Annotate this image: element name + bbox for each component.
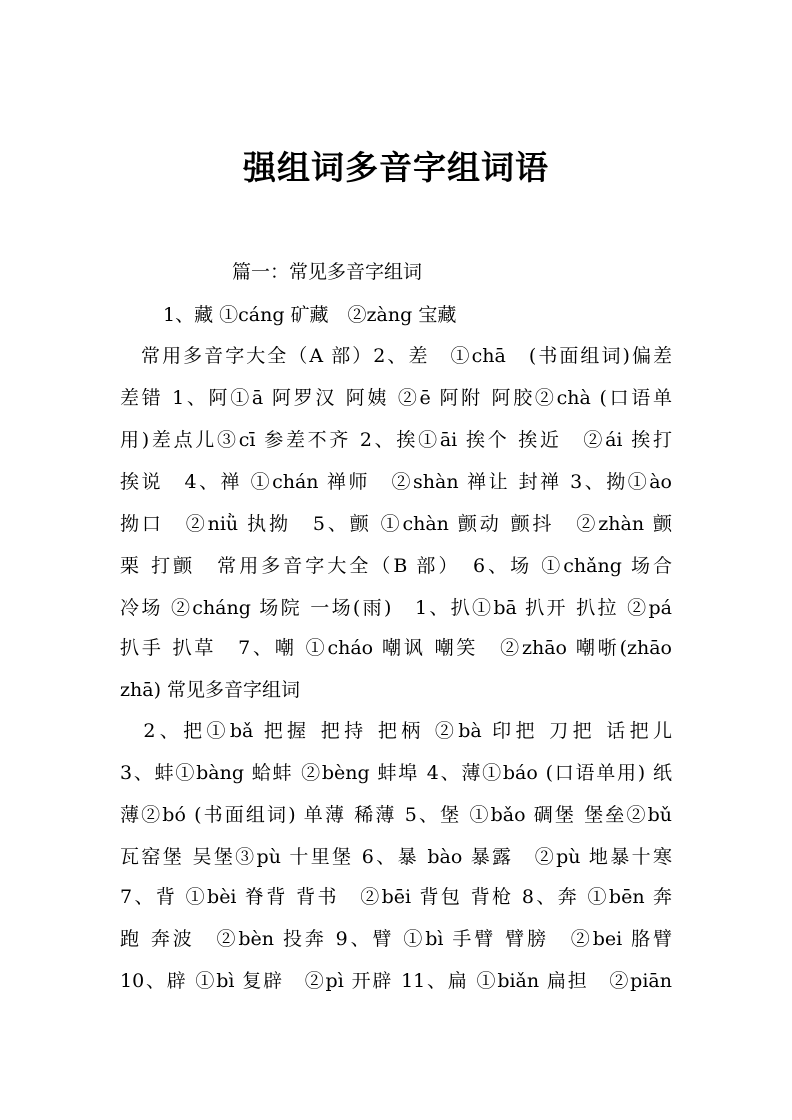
text-line: 冷场 ②cháng 场院 一场(雨) 1、扒①bā 扒开 扒拉 ②pá	[120, 597, 672, 619]
section-heading: 篇一：常见多音字组词	[232, 261, 423, 283]
text-line: 拗口 ②niǜ 执拗 5、颤 ①chàn 颤动 颤抖 ②zhàn 颤	[120, 513, 672, 535]
text-line: 瓦窑堡 吴堡③pù 十里堡 6、暴 bào 暴露 ②pù 地暴十寒	[120, 846, 672, 868]
text-line: 薄②bó (书面组词) 单薄 稀薄 5、堡 ①bǎo 碉堡 堡垒②bǔ	[120, 804, 672, 826]
text-line: 10、辟 ①bì 复辟 ②pì 开辟 11、扁 ①biǎn 扁担 ②piān	[120, 970, 672, 992]
text-line: 1、藏 ①cáng 矿藏 ②zàng 宝藏	[163, 304, 457, 326]
text-line: 扒手 扒草 7、嘲 ①cháo 嘲讽 嘲笑 ②zhāo 嘲哳(zhāo	[120, 637, 672, 659]
text-line: 7、背 ①bèi 脊背 背书 ②bēi 背包 背枪 8、奔 ①bēn 奔	[120, 886, 672, 908]
text-line: 挨说 4、禅 ①chán 禅师 ②shàn 禅让 封禅 3、拗①ào	[120, 471, 672, 493]
text-line: 差错 1、阿①ā 阿罗汉 阿姨 ②ē 阿附 阿胶②chà (口语单	[120, 387, 672, 409]
text-line: 用)差点儿③cī 参差不齐 2、挨①āi 挨个 挨近 ②ái 挨打	[120, 429, 672, 451]
text-line: 栗 打颤 常用多音字大全（B 部） 6、场 ①chǎng 场合	[120, 555, 672, 577]
text-line: zhā) 常见多音字组词	[120, 679, 301, 701]
text-line: 跑 奔波 ②bèn 投奔 9、臂 ①bì 手臂 臂膀 ②bei 胳臂	[120, 928, 672, 950]
document-title: 强组词多音字组词语	[243, 148, 549, 187]
text-line: 常用多音字大全（A 部）2、差 ①chā (书面组词)偏差	[120, 345, 672, 367]
text-line: 3、蚌①bàng 蛤蚌 ②bèng 蚌埠 4、薄①báo (口语单用) 纸	[120, 762, 672, 784]
text-line: 2、把①bǎ 把握 把持 把柄 ②bà 印把 刀把 话把儿	[120, 720, 672, 742]
